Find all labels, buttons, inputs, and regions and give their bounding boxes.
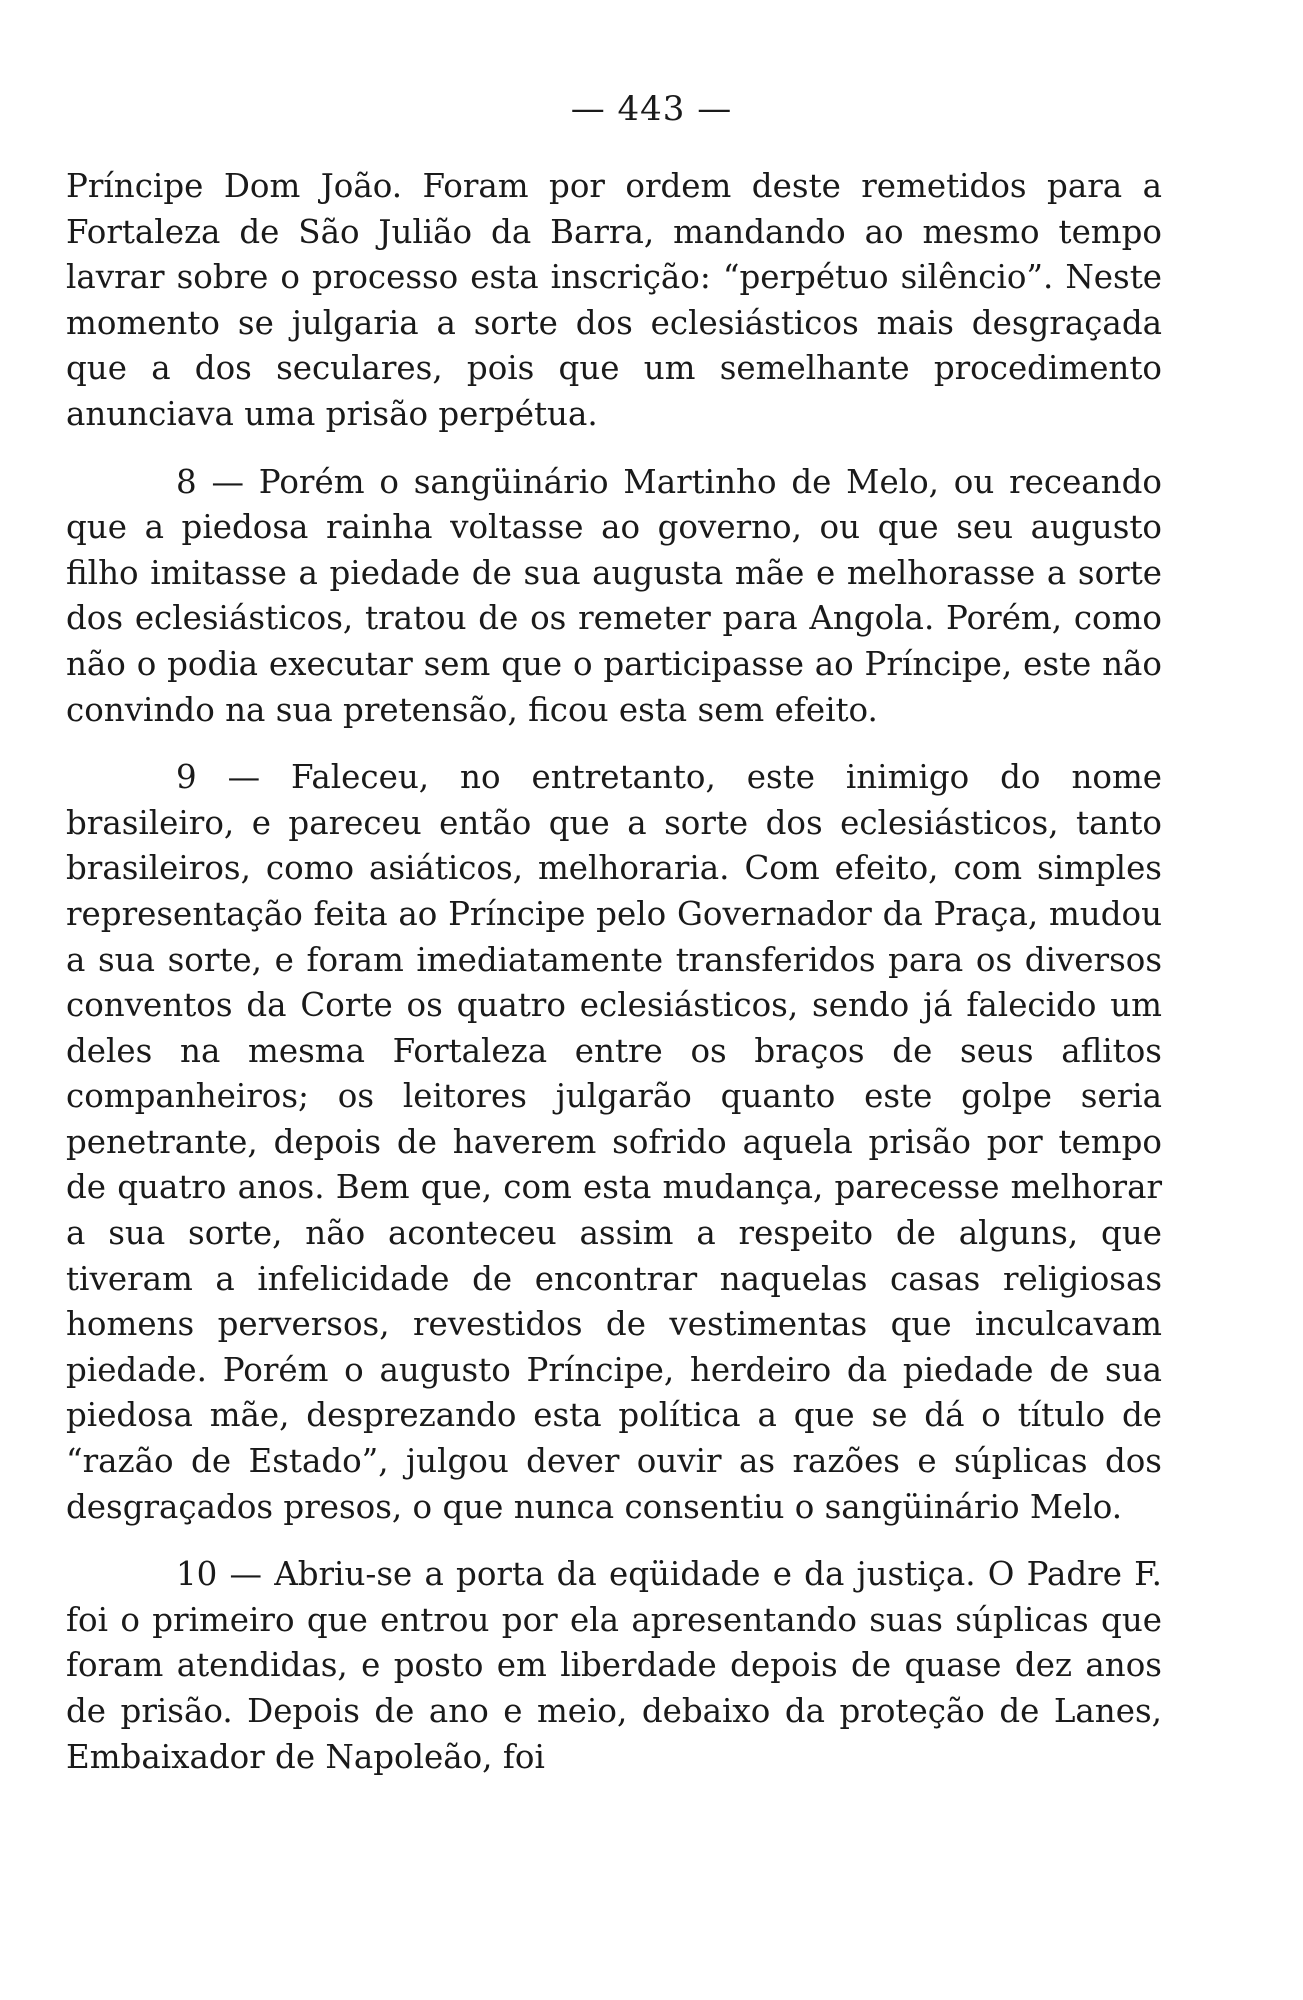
body-text xyxy=(66,164,1162,1780)
page-number: — 443 — xyxy=(570,89,733,129)
paragraph-10: 10 — Abriu-se a porta da eqüidade e da justiça. O Padre F. foi o primeiro que entrou por ela apresentando suas súplicas que foram atendidas, e posto em liberdade depois de quase dez anos de prisão. Depois de ano e meio, debaixo da proteção de Lanes, Embaixador de Napoleão, foi xyxy=(66,1555,1162,1776)
paragraph-continuation: Príncipe Dom João. Foram por ordem deste remetidos para a Fortaleza de São Julião da Barra, mandando ao mesmo tempo lavrar sobre o processo esta inscrição: “perpétuo silêncio”. Neste momento se julgaria a sorte dos eclesiásticos mais desgraçada que a dos seculares, pois que um semelhante procedimento anunciava uma prisão perpétua. xyxy=(66,167,1162,433)
paragraph-8: 8 — Porém o sangüinário Martinho de Melo, ou receando que a piedosa rainha voltasse ao governo, ou que seu augusto filho imitasse a piedade de sua augusta mãe e melhorasse a sorte dos eclesiásticos, tratou de os remeter para Angola. Porém, como não o podia executar sem que o participasse ao Príncipe, este não convindo na sua pretensão, ficou esta sem efeito. xyxy=(66,462,1162,729)
paragraph-9: 9 — Faleceu, no entretanto, este inimigo do nome brasileiro, e pareceu então que a sorte dos eclesiásticos, tanto brasileiros, como asiáticos, melhoraria. Com efeito, com simples representação feita ao Príncipe pelo Governador da Praça, mudou a sua sorte, e foram imediatamente transferidos para os diversos conventos da Corte os quatro eclesiásticos, sendo já falecido um deles na mesma Fortaleza entre os braços de seus aflitos companheiros; os leitores julgarão quanto este golpe seria penetrante, depois de haverem sofrido aquela prisão por tempo de quatro anos. Bem que, com esta mudança, parecesse melhorar a sua sorte, não aconteceu assim a respeito de alguns, que tiveram a infelicidade de encontrar naquelas casas religiosas homens perversos, revestidos de vestimentas que inculcavam piedade. Porém o augusto Príncipe, herdeiro da piedade de sua piedosa mãe, desprezando esta política a que se dá o título de “razão de Estado”, julgou dever ouvir as razões e súplicas dos desgraçados presos, o que nunca consentiu o sangüinário Melo. xyxy=(66,758,1162,1526)
